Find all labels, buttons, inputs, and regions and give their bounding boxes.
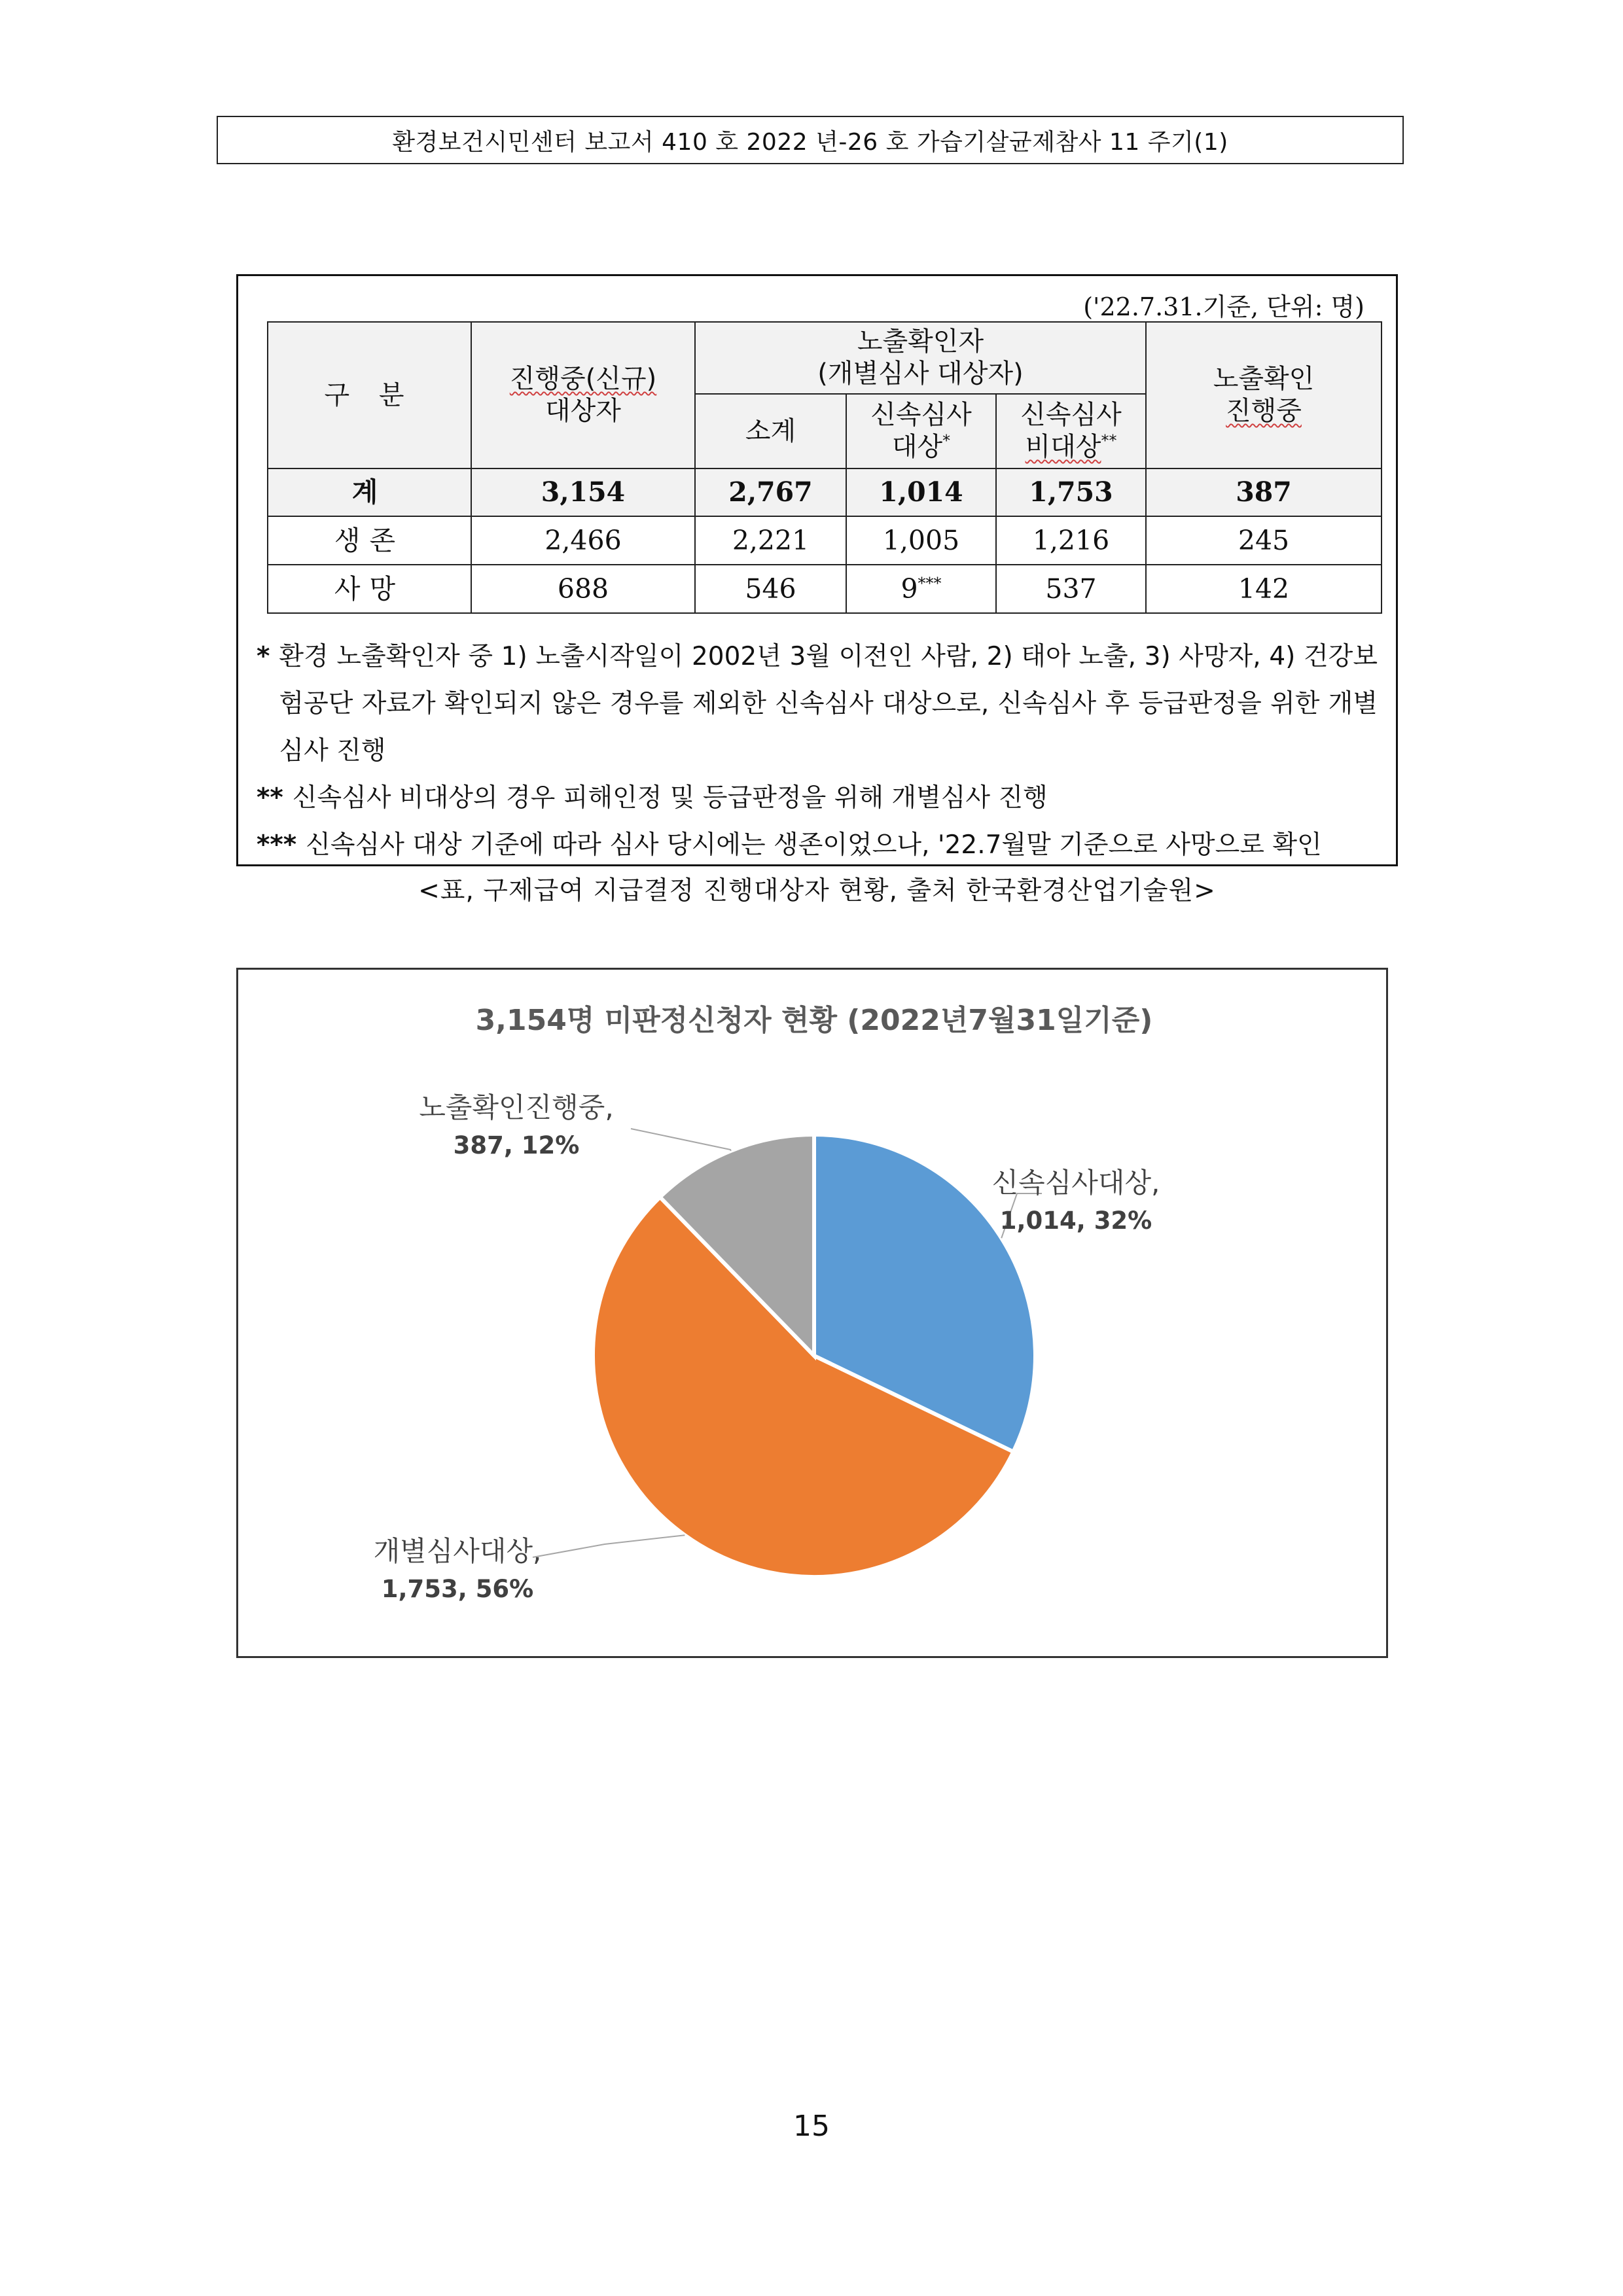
col-header-exposure-group <box>695 322 1146 394</box>
col-header-in-progress <box>471 322 695 468</box>
col-header-confirming <box>1146 322 1382 468</box>
note-mark: ** <box>257 783 283 813</box>
col-header-category: 구 분 <box>268 322 471 468</box>
cell-fast-mark: *** <box>918 574 942 593</box>
col-header-exposure-group-line1: 노출확인자 <box>857 327 984 357</box>
col-header-confirming-line2: 진행중 <box>1226 396 1302 426</box>
table-basis-note: ('22.7.31.기준, 단위: 명) <box>1083 292 1364 321</box>
cell-fast: 9*** <box>846 565 996 613</box>
pie-chart <box>238 970 1390 1660</box>
col-header-subtotal: 소계 <box>695 394 846 468</box>
note-mark: *** <box>257 830 297 860</box>
report-header-text: 환경보건시민센터 보고서 410 호 2022 년-26 호 가습기살균제참사 11 주기(1) <box>392 128 1228 156</box>
cell-in-progress: 3,154 <box>471 468 695 516</box>
cell-subtotal: 2,221 <box>695 516 846 565</box>
cell-in-progress: 688 <box>471 565 695 613</box>
cell-fast: 1,014 <box>846 468 996 516</box>
col-header-exposure-group-line2: (개별심사 대상자) <box>817 359 1024 389</box>
report-header <box>217 116 1404 164</box>
col-header-fast-line2: 대상 <box>891 432 943 462</box>
slice-value-label: 1,753, 56% <box>381 1575 534 1603</box>
status-table <box>267 321 1382 614</box>
note-item <box>257 775 1378 822</box>
note-item <box>257 633 1378 775</box>
note-mark: * <box>257 642 270 671</box>
note-text: 신속심사 대상 기준에 따라 심사 당시에는 생존이었으나, '22.7월말 기준으로 사망으로 확인 <box>306 830 1322 860</box>
slice-value-label: 1,014, 32% <box>999 1207 1152 1235</box>
cell-fast: 1,005 <box>846 516 996 565</box>
cell-confirming: 387 <box>1146 468 1382 516</box>
cell-confirming: 142 <box>1146 565 1382 613</box>
col-header-nonfast-mark: ** <box>1101 431 1117 450</box>
page-number: 15 <box>793 2110 830 2143</box>
cell-subtotal: 2,767 <box>695 468 846 516</box>
col-header-nonfast-line1: 신속심사 <box>1020 400 1122 431</box>
note-item <box>257 822 1378 869</box>
col-header-in-progress-line2: 대상자 <box>545 396 621 426</box>
cell-in-progress: 2,466 <box>471 516 695 565</box>
col-header-fast-mark: * <box>942 431 951 450</box>
leader-line <box>631 1129 731 1151</box>
note-text: 신속심사 비대상의 경우 피해인정 및 등급판정을 위해 개별심사 진행 <box>292 783 1048 813</box>
cell-nonfast: 1,216 <box>996 516 1146 565</box>
table-row <box>268 516 1382 565</box>
slice-value-label: 387, 12% <box>453 1131 580 1159</box>
slice-label: 노출확인진행중, <box>419 1091 614 1123</box>
table-caption: <표, 구제급여 지급결정 진행대상자 현황, 출처 한국환경산업기술원> <box>418 876 1216 906</box>
slice-label: 신속심사대상, <box>991 1167 1160 1199</box>
pie-chart-box <box>236 968 1388 1658</box>
col-header-nonfast-line2: 비대상 <box>1025 432 1101 462</box>
col-header-fast <box>846 394 996 468</box>
table-row <box>268 468 1382 516</box>
table-row <box>268 565 1382 613</box>
note-text: 환경 노출확인자 중 1) 노출시작일이 2002년 3월 이전인 사람, 2) 태아 노출, 3) 사망자, 4) 건강보험공단 자료가 확인되지 않은 경우를 제외한 신속심사 대상으로, 신속심사 후 등급판정을 위한 개별심사 진행 <box>279 642 1378 766</box>
row-label: 사망 <box>268 565 471 613</box>
slice-label: 개별심사대상, <box>373 1535 542 1567</box>
col-header-in-progress-line1: 진행중(신규) <box>509 364 657 395</box>
chart-title: 3,154명 미판정신청자 현황 (2022년7월31일기준) <box>475 1004 1153 1037</box>
status-table-box <box>236 274 1398 866</box>
col-header-confirming-line1: 노출확인 <box>1213 364 1315 395</box>
row-label: 생존 <box>268 516 471 565</box>
leader-line <box>533 1535 685 1557</box>
cell-confirming: 245 <box>1146 516 1382 565</box>
row-label: 계 <box>268 468 471 516</box>
col-header-nonfast <box>996 394 1146 468</box>
cell-nonfast: 537 <box>996 565 1146 613</box>
cell-subtotal: 546 <box>695 565 846 613</box>
col-header-fast-line1: 신속심사 <box>870 400 972 431</box>
cell-nonfast: 1,753 <box>996 468 1146 516</box>
table-notes <box>257 633 1378 869</box>
